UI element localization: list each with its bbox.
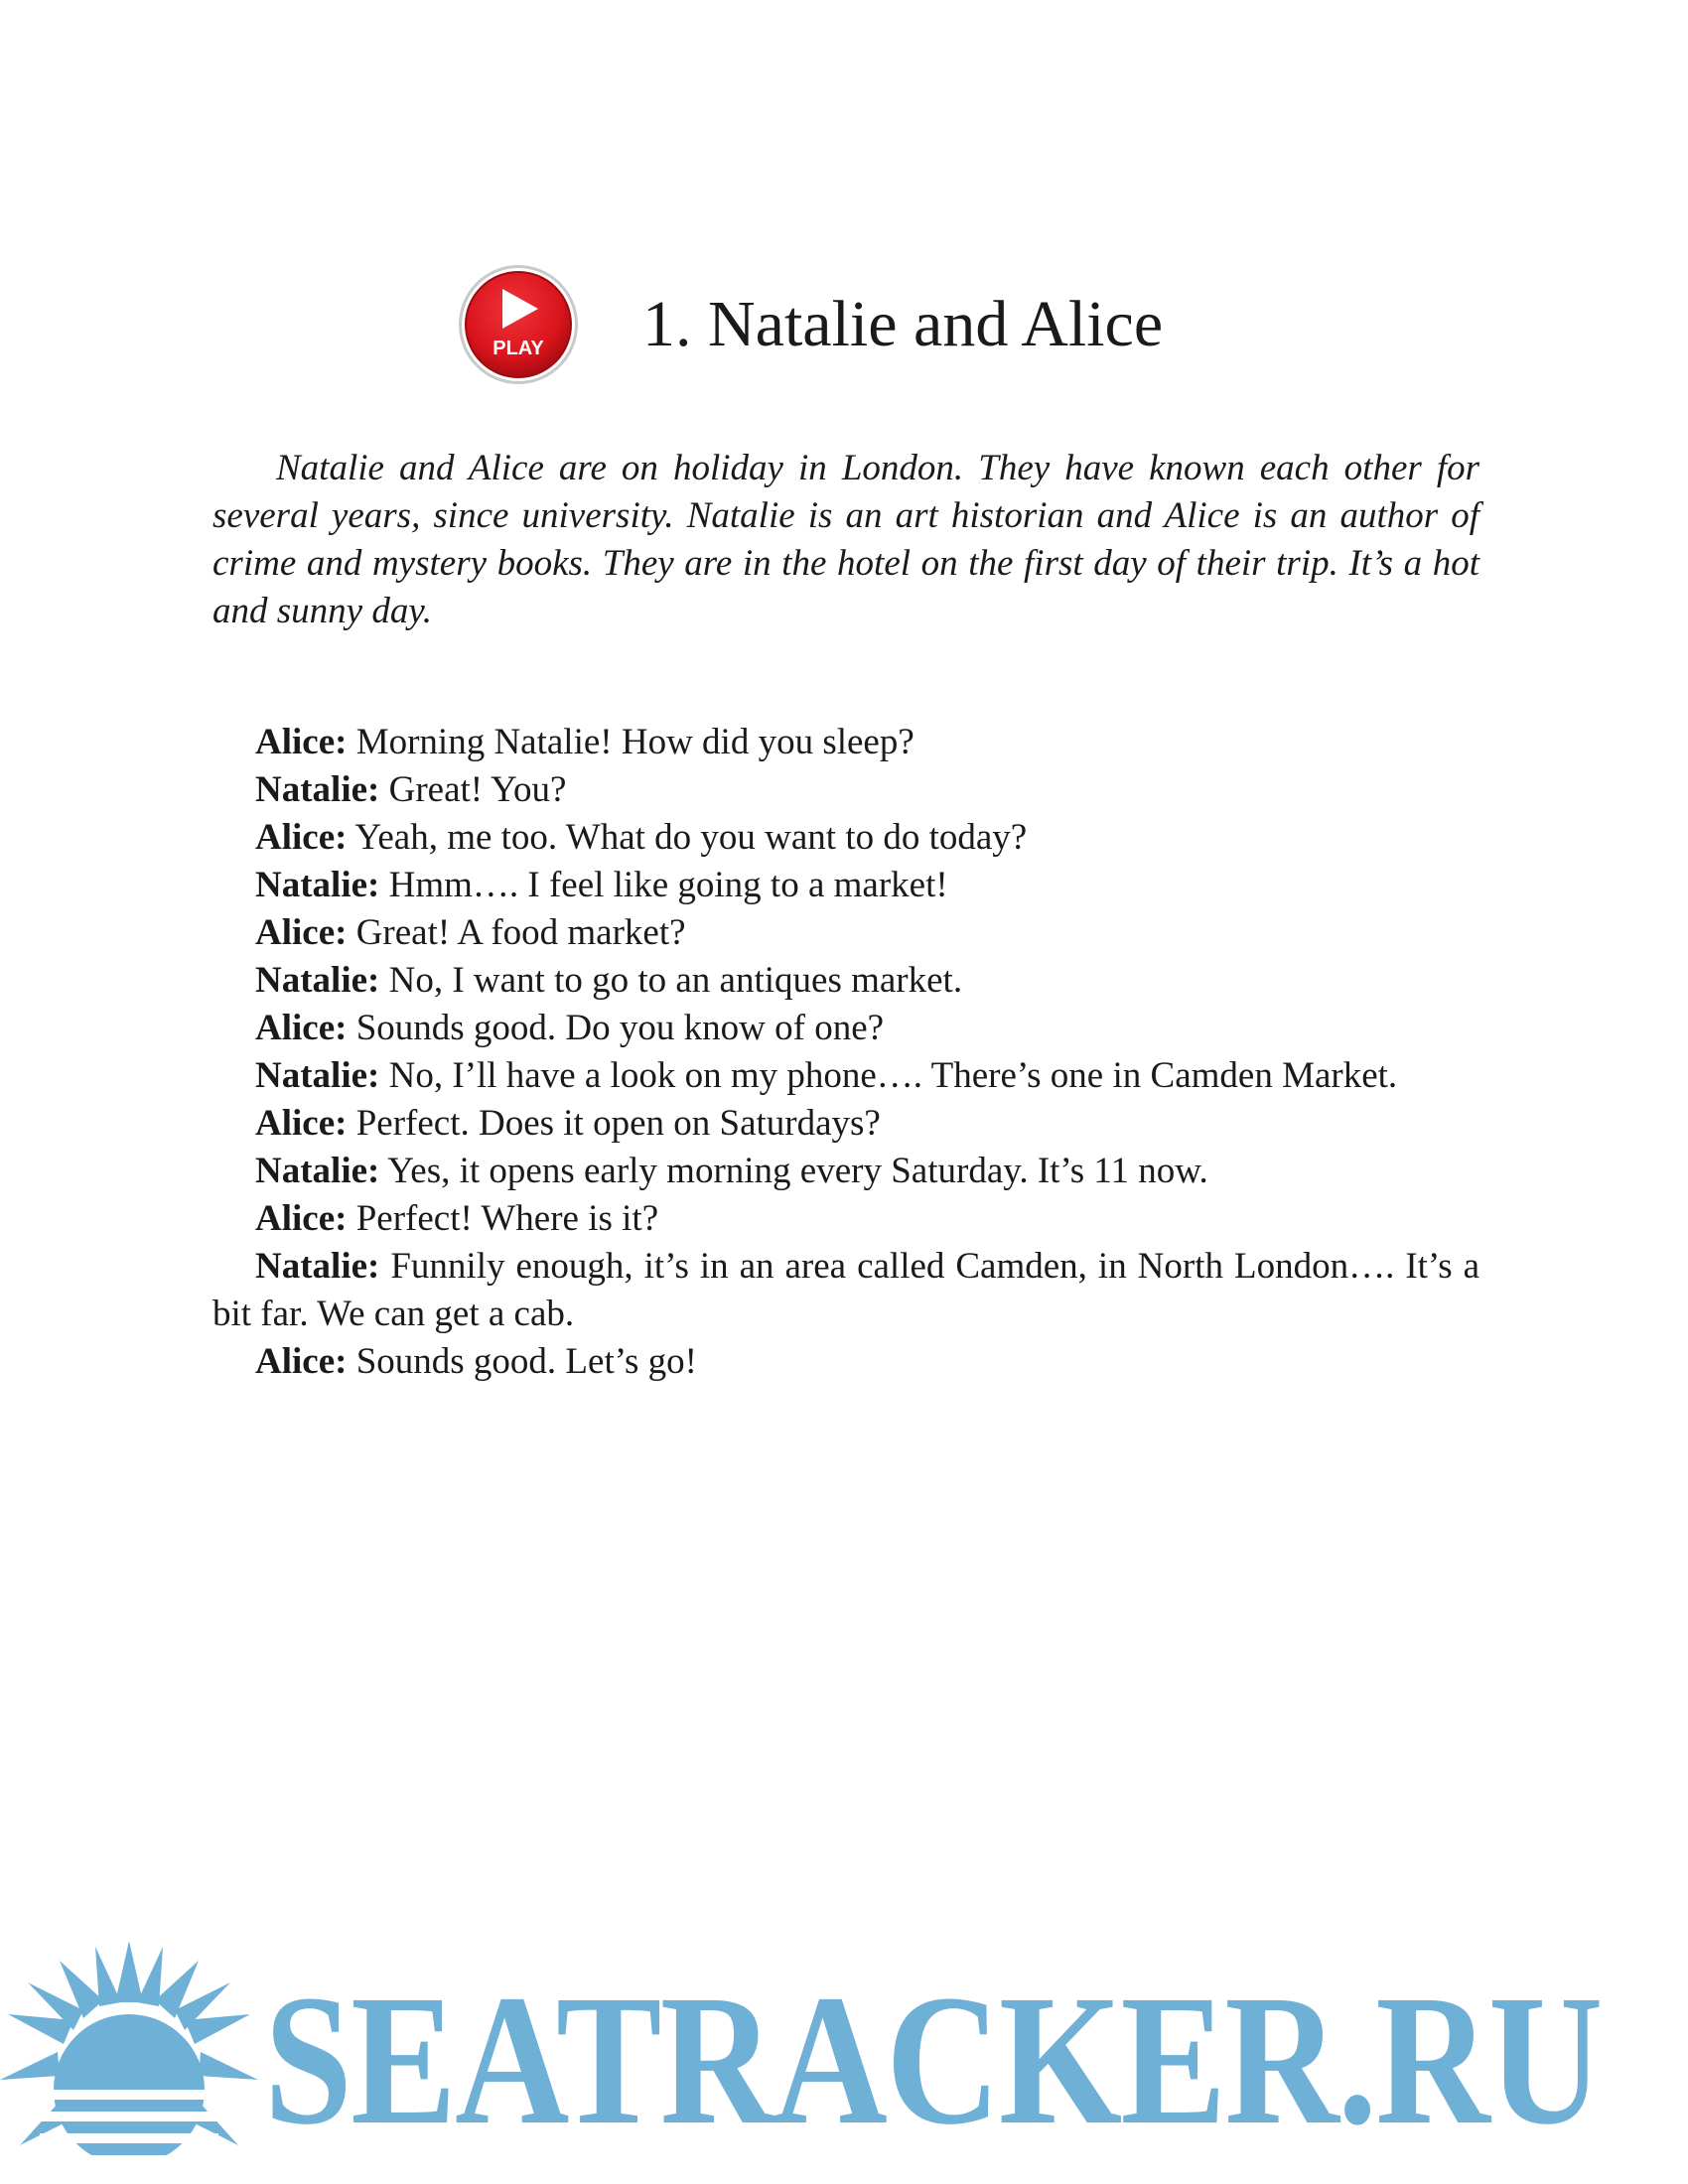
play-label: PLAY: [492, 338, 544, 359]
watermark: [0, 1936, 1688, 2184]
dialogue-line: [212, 1338, 1479, 1386]
play-button[interactable]: [457, 263, 580, 386]
dialogue-line: [212, 719, 1479, 766]
sun-icon: [0, 1941, 258, 2179]
dialogue-line: [212, 1243, 1479, 1338]
dialogue-text: Sounds good. Do you know of one?: [355, 1008, 885, 1048]
dialogue-text: Sounds good. Let’s go!: [355, 1341, 697, 1382]
dialogue-text: Funnily enough, it’s in an area called Camden, in North London…. It’s a bit far. We can get a cab.: [212, 1246, 1479, 1334]
dialogue-text: Morning Natalie! How did you sleep?: [355, 722, 914, 762]
dialogue-text: No, I want to go to an antiques market.: [388, 960, 963, 1001]
dialogue-text: No, I’ll have a look on my phone…. There’s one in Camden Market.: [388, 1055, 1398, 1096]
watermark-text: SEATRACKER.RU: [264, 1956, 1602, 2163]
speaker-name: Natalie:: [255, 1246, 380, 1287]
dialogue-line: [212, 1195, 1479, 1243]
play-icon: [457, 263, 580, 386]
speaker-name: Natalie:: [255, 865, 380, 905]
dialogue-text: Yes, it opens early morning every Saturday. It’s 11 now.: [387, 1151, 1208, 1191]
speaker-name: Natalie:: [255, 1055, 380, 1096]
dialogue-text: Hmm…. I feel like going to a market!: [388, 865, 948, 905]
dialogue-line: [212, 862, 1479, 909]
dialogue-text: Yeah, me too. What do you want to do today?: [354, 817, 1028, 858]
speaker-name: Alice:: [255, 1198, 348, 1239]
speaker-name: Alice:: [255, 1341, 348, 1382]
dialogue-line: [212, 766, 1479, 814]
dialogue-line: [212, 814, 1479, 862]
dialogue-line: [212, 1148, 1479, 1195]
speaker-name: Natalie:: [255, 769, 380, 810]
dialogue: [212, 719, 1479, 1386]
intro-paragraph: Natalie and Alice are on holiday in London. They have known each other for several years, since university. Natalie is an art historian and Alice is an author of crime and mystery books. They are in the hotel on the first day of their trip. It’s a hot and sunny day.: [212, 448, 1479, 631]
dialogue-line: [212, 1052, 1479, 1100]
dialogue-line: [212, 909, 1479, 957]
speaker-name: Alice:: [255, 1103, 348, 1144]
speaker-name: Natalie:: [255, 960, 380, 1001]
speaker-name: Alice:: [255, 912, 348, 953]
speaker-name: Alice:: [255, 722, 348, 762]
dialogue-text: Great! A food market?: [355, 912, 686, 953]
dialogue-text: Perfect! Where is it?: [355, 1198, 659, 1239]
speaker-name: Alice:: [255, 817, 348, 858]
speaker-name: Alice:: [255, 1008, 348, 1048]
dialogue-line: [212, 1005, 1479, 1052]
dialogue-text: Perfect. Does it open on Saturdays?: [355, 1103, 881, 1144]
chapter-title: 1. Natalie and Alice: [642, 288, 1164, 360]
dialogue-text: Great! You?: [388, 769, 567, 810]
dialogue-line: [212, 1100, 1479, 1148]
speaker-name: Natalie:: [255, 1151, 380, 1191]
chapter-header: [457, 260, 1291, 389]
dialogue-line: [212, 957, 1479, 1005]
